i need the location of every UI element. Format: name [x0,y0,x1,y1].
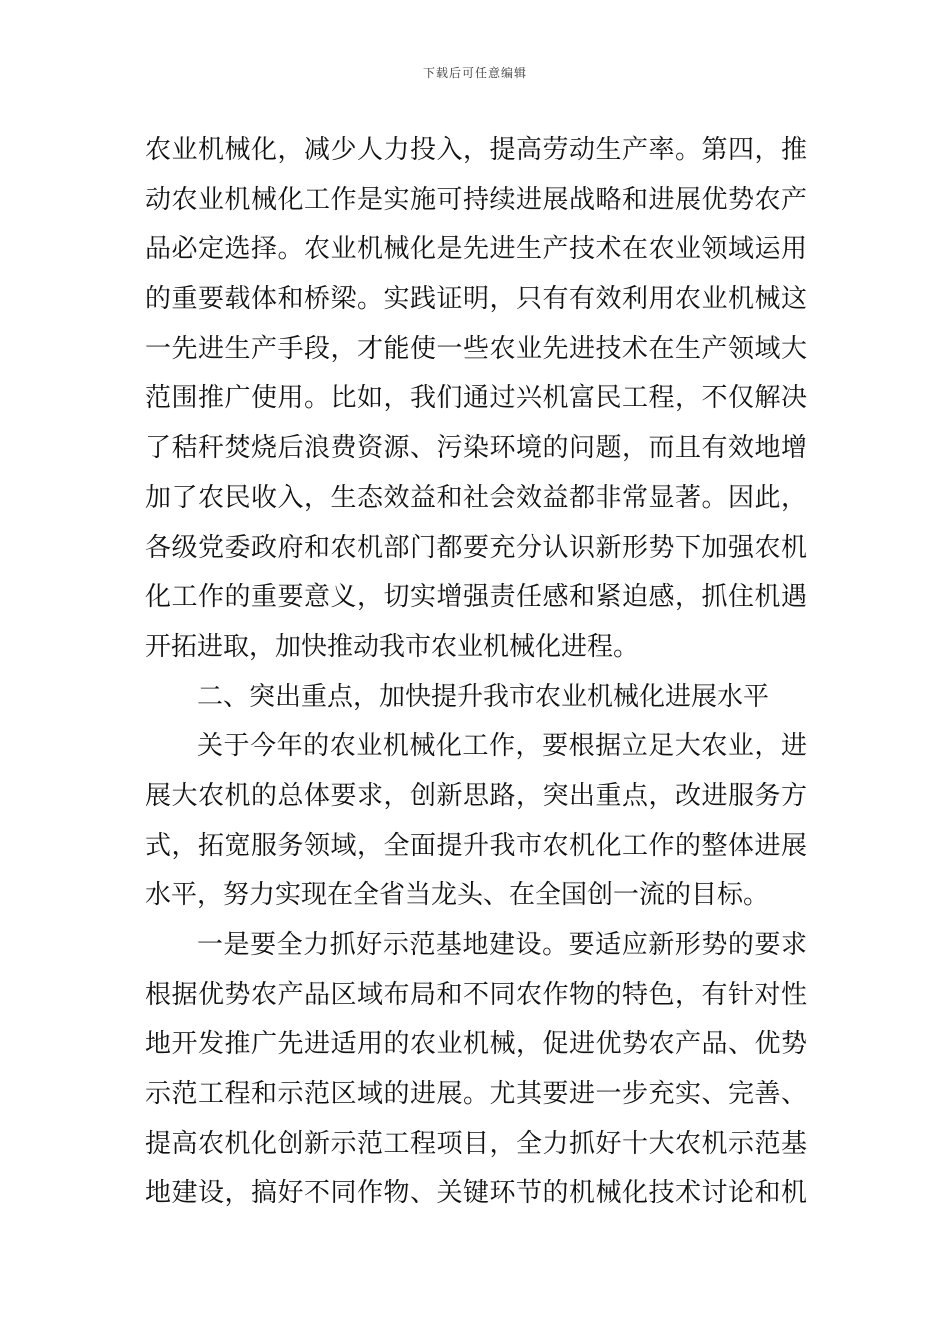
text-line: 动农业机械化工作是实施可持续进展战略和进展优势农产 [145,184,807,215]
text-line: 了秸秆焚烧后浪费资源、污染环境的问题，而且有效地增 [145,433,807,464]
text-line: 关于今年的农业机械化工作，要根据立足大农业，进 [197,731,807,762]
text-line: 品必定选择。农业机械化是先进生产技术在农业领域运用 [145,234,807,265]
text-line: 地建设，搞好不同作物、关键环节的机械化技术讨论和机 [145,1178,807,1209]
text-line: 式，拓宽服务领域，全面提升我市农机化工作的整体进展 [145,830,807,861]
text-line: 农业机械化，减少人力投入，提高劳动生产率。第四，推 [145,135,807,165]
text-line: 二、突出重点，加快提升我市农业机械化进展水平 [197,681,770,712]
text-line: 根据优势农产品区域布局和不同农作物的特色，有针对性 [145,979,807,1010]
text-line: 加了农民收入，生态效益和社会效益都非常显著。因此， [145,482,807,513]
text-line: 水平，努力实现在全省当龙头、在全国创一流的目标。 [145,880,770,911]
text-line: 展大农机的总体要求，创新思路，突出重点，改进服务方 [145,780,807,811]
text-line: 一是要全力抓好示范基地建设。要适应新形势的要求 [197,930,807,960]
text-line: 开拓进取，加快推动我市农业机械化进程。 [145,631,640,662]
text-line: 各级党委政府和农机部门都要充分认识新形势下加强农机 [145,532,807,563]
page-header: 下载后可任意编辑 [422,66,527,80]
text-line: 地开发推广先进适用的农业机械，促进优势农产品、优势 [145,1029,807,1060]
document-body [145,126,807,1219]
text-line: 化工作的重要意义，切实增强责任感和紧迫感，抓住机遇 [145,582,807,613]
text-line: 范围推广使用。比如，我们通过兴机富民工程，不仅解决 [145,383,807,414]
text-line: 的重要载体和桥梁。实践证明，只有有效利用农业机械这 [145,284,807,315]
text-line: 提高农机化创新示范工程项目，全力抓好十大农机示范基 [145,1128,807,1159]
text-line: 一先进生产手段，才能使一些农业先进技术在生产领域大 [145,333,807,364]
text-line: 示范工程和示范区域的进展。尤其要进一步充实、完善、 [145,1079,807,1110]
